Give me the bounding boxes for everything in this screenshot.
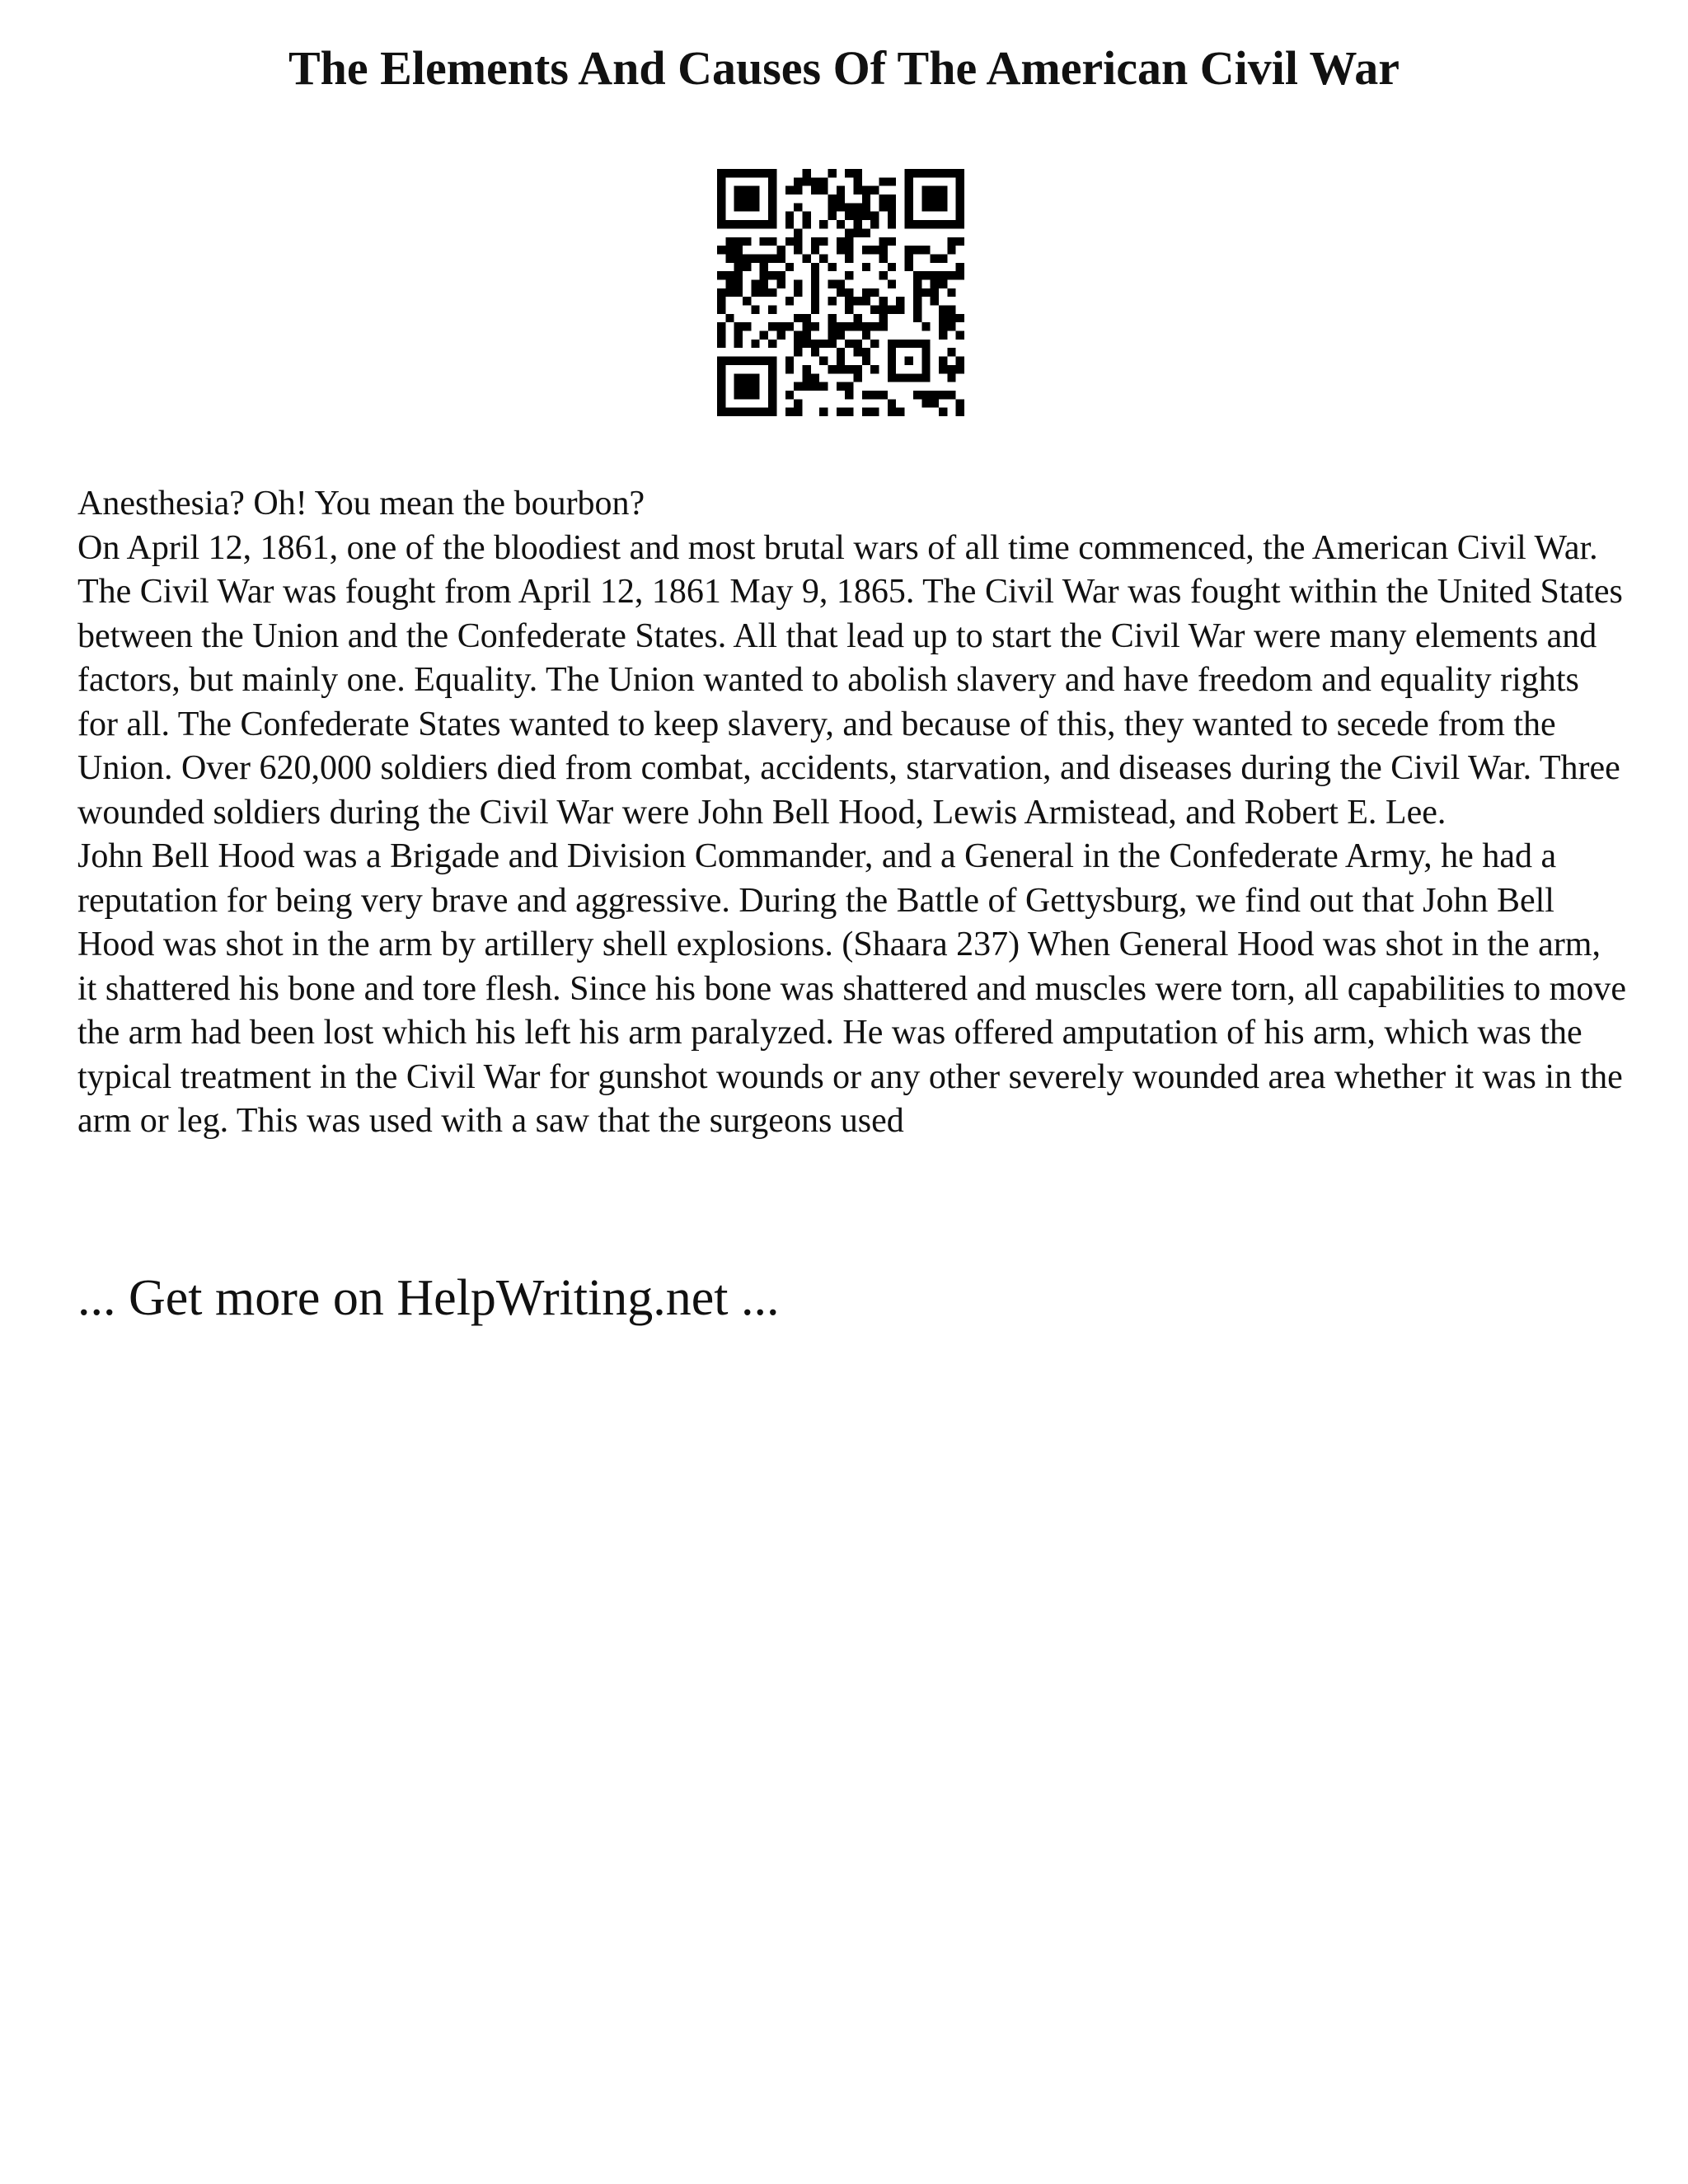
article-body — [77, 482, 1627, 1144]
get-more-link[interactable]: ... Get more on HelpWriting.net ... — [77, 1270, 780, 1326]
paragraph-hood: John Bell Hood was a Brigade and Division Commander, and a General in the Confederate Army, he had a reputation for being very brave and aggressive. During the Battle of Gettysburg, we find out that John Bell Hood was shot in the arm by artillery shell explosions. (Shaara 237) When General Hood was shot in the arm, it shattered his bone and tore flesh. Since his bone was shattered and muscles were torn, all capabilities to move the arm had been lost which his left his arm paralyzed. He was offered amputation of his arm, which was the typical treatment in the Civil War for gunshot wounds or any other severely wounded area whether it was in the arm or leg. This was used with a saw that the surgeons used — [77, 837, 1626, 1140]
qr-code[interactable] — [717, 169, 964, 416]
document-title: The Elements And Causes Of The American Civil War — [288, 41, 1400, 95]
paragraph-overview: On April 12, 1861, one of the bloodiest and most brutal wars of all time commenced, the American Civil War. The Civil War was fought from April 12, 1861 May 9, 1865. The Civil War was fought within the United States between the Union and the Confederate States. All that lead up to start the Civil War were many elements and factors, but mainly one. Equality. The Union wanted to abolish slavery and have freedom and equality rights for all. The Confederate States wanted to keep slavery, and because of this, they wanted to secede from the Union. Over 620,000 soldiers died from combat, accidents, starvation, and diseases during the Civil War. Three wounded soldiers during the Civil War were John Bell Hood, Lewis Armistead, and Robert E. Lee. — [77, 528, 1623, 832]
paragraph-intro: Anesthesia? Oh! You mean the bourbon? — [77, 485, 645, 523]
qr-code-icon — [717, 169, 964, 416]
